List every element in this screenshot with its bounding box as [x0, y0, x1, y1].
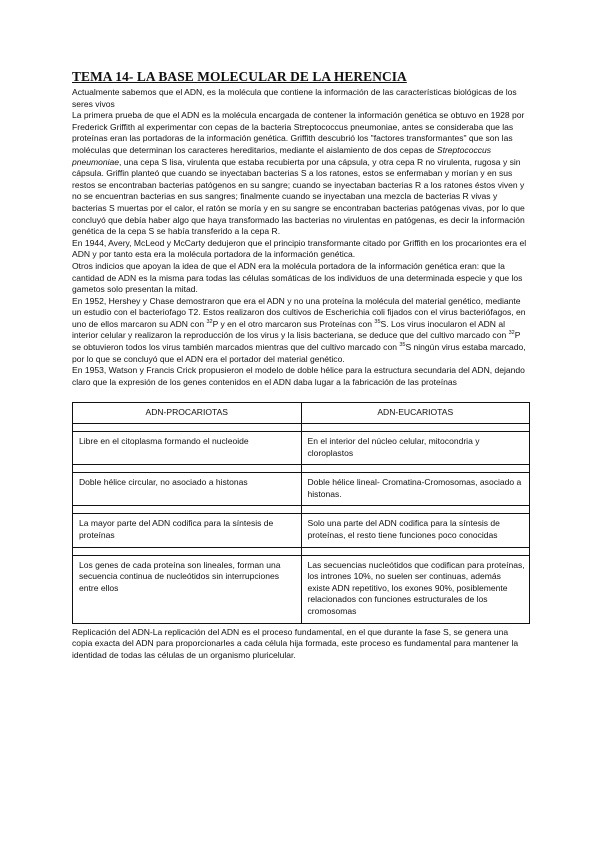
table-cell: Doble hélice circular, no asociado a histonas	[73, 473, 302, 506]
table-cell: Libre en el citoplasma formando el nucleoide	[73, 432, 302, 465]
paragraph-intro: Actualmente sabemos que el ADN, es la molécula que contiene la información de las características biológicas de los seres vivos	[72, 87, 517, 109]
table-cell: En el interior del núcleo celular, mitocondria y cloroplastos	[301, 432, 530, 465]
isotope-superscript-32: 32	[508, 330, 515, 337]
paragraph-indicios: Otros indicios que apoyan la idea de que el ADN era la molécula portadora de la información genética eran: que la cantidad de ADN es la misma para todas las células somáticas de los individuos de una determinada especie y que los gametos solo presentan la mitad.	[72, 260, 523, 295]
paragraph-replicacion: Replicación del ADN-La replicación del ADN es el proceso fundamental, en el que durante la fase S, se genera una copia exacta del ADN para proporcionarles a cada célula hija formada, este proceso es fundamental para mantener la identidad de todas las células de un organismo pluricelular.	[72, 626, 519, 660]
table-row	[73, 555, 530, 623]
isotope-superscript-35: 35	[399, 342, 406, 349]
header-procariotas: ADN-PROCARIOTAS	[73, 403, 302, 424]
table-row	[73, 514, 530, 547]
table-cell: Solo una parte del ADN codifica para la síntesis de proteínas, el resto tiene funciones poco conocidas	[301, 514, 530, 547]
paragraph-avery: En 1944, Avery, McLeod y McCarty dedujeron que el principio transformante citado por Griffith en los procariontes era el ADN y por tanto esta era la molécula portadora de la información genética.	[72, 237, 527, 260]
hershey-text-e: S ningún virus estaba marcado, por lo que se concluyó que el ADN era el portador del material genético.	[72, 342, 526, 364]
species-name-italic: Streptococcus pneumoniae	[72, 144, 492, 167]
table-cell: La mayor parte del ADN codifica para la síntesis de proteínas	[73, 514, 302, 547]
paragraph-hershey-chase	[72, 296, 530, 366]
paragraph-griffith	[72, 110, 530, 238]
table-row	[73, 473, 530, 506]
table-spacer-row	[73, 465, 530, 473]
table-row	[73, 432, 530, 465]
table-cell: Las secuencias nucleótidos que codifican para proteínas, los intrones 10%, no suelen ser continuas, además existe ADN repetitivo, los exones 90%, posiblemente relacionados con funciones estructurales de los cromosomas	[301, 555, 530, 623]
hershey-text-b: P y en el otro marcaron sus Proteínas con	[212, 318, 375, 329]
table-spacer-row	[73, 547, 530, 555]
isotope-superscript-32: 32	[206, 319, 213, 326]
table-cell: Doble hélice lineal- Cromatina-Cromosomas, asociado a histonas.	[301, 473, 530, 506]
table-spacer-row	[73, 424, 530, 432]
document-body	[72, 68, 530, 661]
hershey-text-c: S. Los virus inocularon el ADN al interior celular y realizaron la reproducción de los virus y la lisis bacteriana, se deduce que del cultivo marcado con	[72, 318, 509, 341]
page-title: TEMA 14- LA BASE MOLECULAR DE LA HERENCIA	[72, 69, 407, 84]
hershey-text-d: P se obtuvieron todos los virus también marcados mientras que del cultivo marcado con	[72, 330, 521, 353]
comparison-table	[72, 402, 530, 623]
paragraph-griffith-text-b: , una cepa S lisa, virulenta que estaba recubierta por una cápsula, y otra cepa R no virulenta, rugosa y sin cápsula. Griffin planteó que cuando se inyectaban bacterias S a los ratones, estos se enfermaban y morían y en sus restos se encontraban bacterias patógenos en su sangre; cuando se inyectaban bacterias R a los ratones éstos viven y no se encuentran bacterias en sus sangres; finalmente cuando se inyectaban una mezcla de bacterias R vivas y bacterias S muertas por el calor, el ratón se moría y en su sangre se encontraban bacterias patógenas vivas, por lo que concluyó que debía haber algo que haya transformado las bacterias no virulentas en patógenas, es decir la información genética de la cepa S se había transferido a la cepa R.	[72, 156, 525, 237]
header-eucariotas: ADN-EUCARIOTAS	[301, 403, 530, 424]
isotope-superscript-35: 35	[374, 319, 381, 326]
hershey-text-a: En 1952, Hershey y Chase demostraron que era el ADN y no una proteína la molécula del material genético, mediante un estudio con el bacteriofago T2. Estos realizaron dos cultivos de Escherichia coli fijados con el virus bacteriófagos, en uno de ellos marcaron su ADN con	[72, 295, 526, 329]
paragraph-watson-crick: En 1953, Watson y Francis Crick propusieron el modelo de doble hélice para la estructura secundaria del ADN, dejando claro que la expresión de los genes contenidos en el ADN daba lugar a la fabricación de las proteínas	[72, 365, 525, 387]
table-cell: Los genes de cada proteína son lineales, forman una secuencia continua de nucleótidos sin interrupciones entre ellos	[73, 555, 302, 623]
paragraph-griffith-text-a: La primera prueba de que el ADN es la molécula encargada de contener la información genética se obtuvo en 1928 por Frederick Griffith al experimentar con cepas de la bacteria Streptococcus pneumoniae, antes se consideraba que las proteínas eran las portadoras de la información genética. Griffith descubrió los "factores transformantes" que son las moléculas que determinan los caracteres hereditarios, mediante el aislamiento de dos cepas de	[72, 110, 525, 155]
table-header-row	[73, 403, 530, 424]
table-spacer-row	[73, 506, 530, 514]
